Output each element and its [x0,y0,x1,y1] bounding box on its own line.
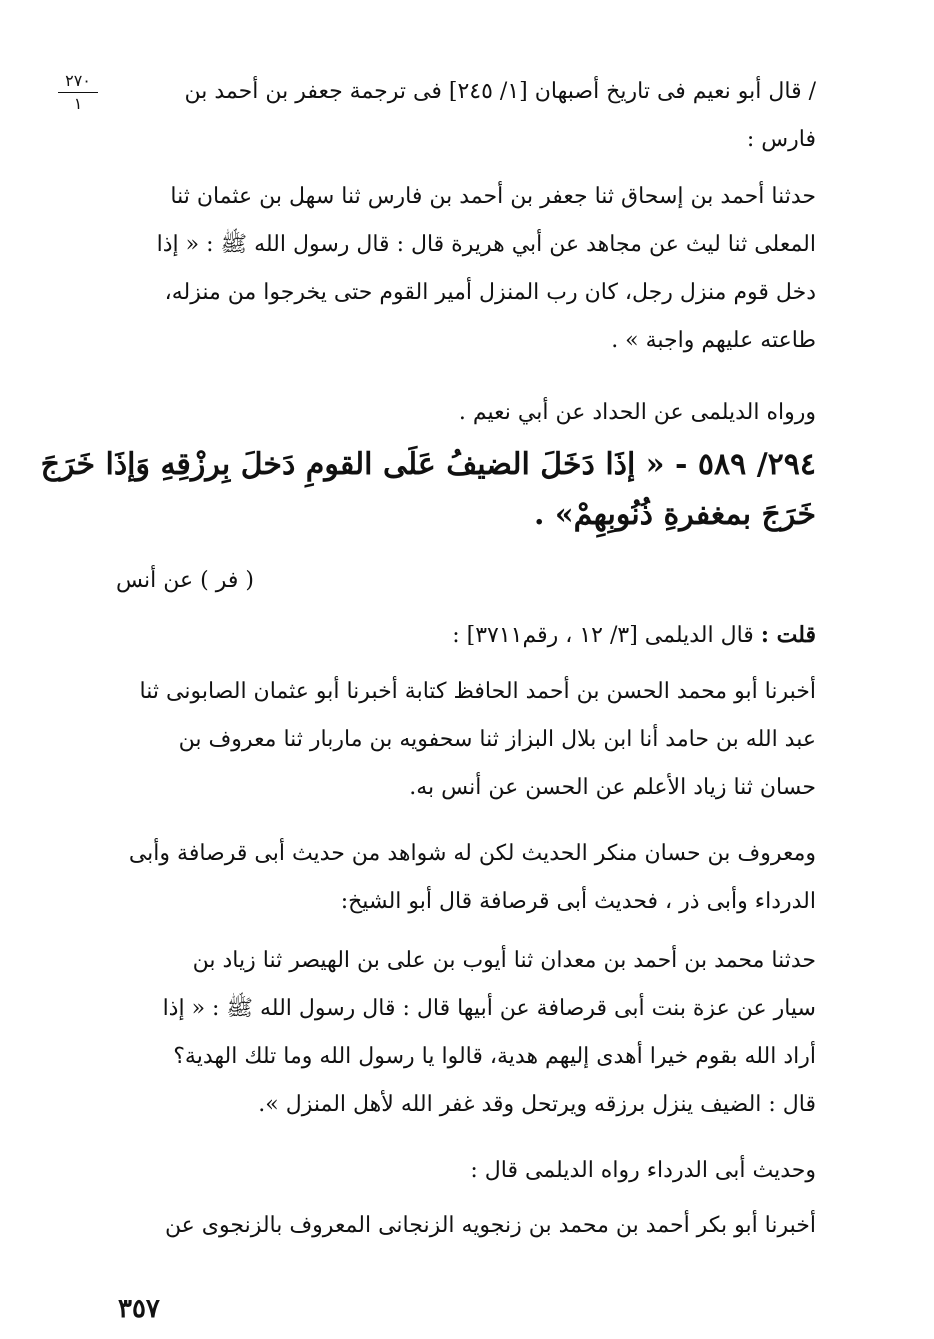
margin-ref-top: ٢٧٠ [65,71,91,90]
text-line: أخبرنا أبو محمد الحسن بن أحمد الحافظ كتابة أخبرنا أبو عثمان الصابونى ثنا [139,679,816,704]
paragraph-isnad-4 [116,1202,816,1250]
text-line: ومعروف بن حسان منكر الحديث لكن له شواهد من حديث أبى قرصافة وأبى [128,841,816,866]
margin-ref-bottom: ١ [73,94,83,113]
hadith-line: خَرَجَ بمغفرةِ ذُنُوبِهِمْ» . [534,497,816,532]
hadith-text [40,440,816,540]
paragraph-isnad-2 [116,668,816,812]
paragraph-abi-darda [116,1147,816,1195]
paragraph-riwaya [116,389,816,437]
text-line: طاعته عليهم واجبة » . [611,328,816,353]
qultu-text: قال الديلمى [٣/ ١٢ ، رقم٣٧١١] : [452,623,754,648]
paragraph-qultu [116,611,816,660]
text-line: الدرداء وأبى ذر ، فحديث أبى قرصافة قال أبو الشيخ: [340,889,816,914]
text-line: المعلى ثنا ليث عن مجاهد عن أبي هريرة قال : قال رسول الله ﷺ : « إذا [156,232,816,257]
page-number: ٣٥٧ [118,1294,160,1324]
text-line: أخبرنا أبو بكر أحمد بن محمد بن زنجويه الزنجانى المعروف بالزنجوى عن [164,1213,816,1238]
qultu-line [116,611,816,660]
text-line: سيار عن عزة بنت أبى قرصافة عن أبيها قال : قال رسول الله ﷺ : « إذا [162,996,816,1021]
text-line: فارس : [746,127,816,152]
source-text: ( فر ) عن أنس [116,568,254,593]
fraction-line [58,92,98,93]
paragraph-shawahid [116,830,816,926]
text-line: / قال أبو نعيم فى تاريخ أصبهان [١/ ٢٤٥] فى ترجمة جعفر بن أحمد بن [184,79,816,104]
text-line: حسان ثنا زياد الأعلم عن الحسن عن أنس به. [409,775,816,800]
paragraph-intro [116,68,816,164]
paragraph-isnad-3 [116,937,816,1129]
text-line: حدثنا أحمد بن إسحاق ثنا جعفر بن أحمد بن فارس ثنا سهل بن عثمان ثنا [170,184,816,209]
text-line: دخل قوم منزل رجل، كان رب المنزل أمير القوم حتى يخرجوا من منزله، [164,280,816,305]
paragraph-isnad-1 [116,173,816,365]
text-line: أراد الله بقوم خيرا أهدى إليهم هدية، قالوا يا رسول الله وما تلك الهدية؟ [173,1044,816,1069]
hadith-line: ٢٩٤/ ٥٨٩ - « إذَا دَخَلَ الضيفُ عَلَى القومِ دَخلَ بِرزْقِهِ وَإذَا خَرَجَ [40,447,816,482]
hadith-source [116,557,816,605]
text-line: عبد الله بن حامد أنا ابن بلال البزاز ثنا سحفويه بن ماربار ثنا معروف بن [178,727,816,752]
text-line: قال : الضيف ينزل برزقه ويرتحل وقد غفر الله لأهل المنزل ». [258,1092,816,1117]
text-line: ورواه الديلمى عن الحداد عن أبي نعيم . [458,400,816,425]
qultu-label: قلت : [760,622,816,648]
text-line: وحديث أبى الدرداء رواه الديلمى قال : [470,1158,816,1183]
margin-reference [58,72,98,113]
text-line: حدثنا محمد بن أحمد بن معدان ثنا أيوب بن على بن الهيصر ثنا زياد بن [192,948,816,973]
